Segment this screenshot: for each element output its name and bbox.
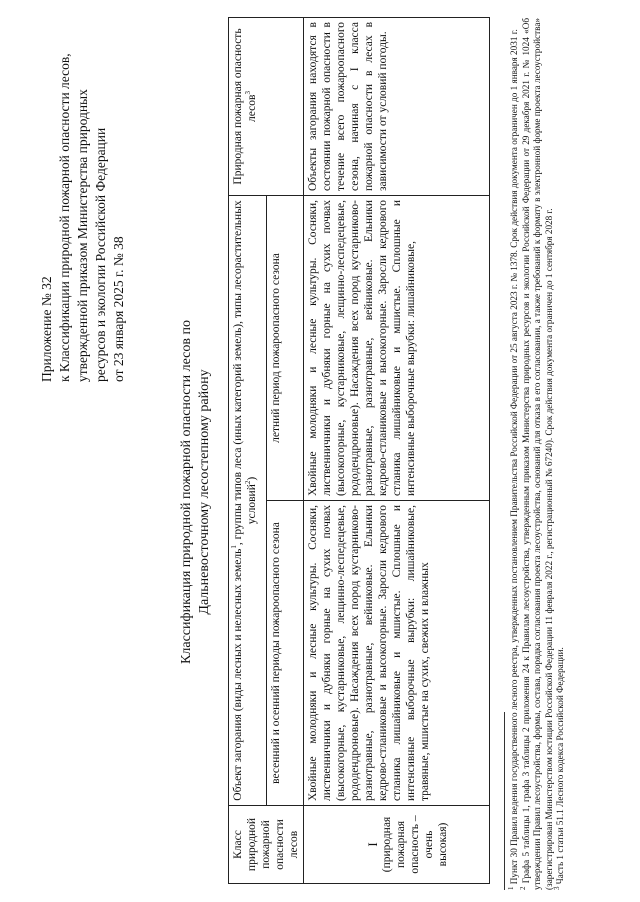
header-class: Класс природной пожарной опасности лесов: [229, 806, 304, 884]
appendix-number: Приложение № 32: [39, 276, 54, 382]
appendix-ref-line: ресурсов и экологии Российской Федерации: [93, 127, 108, 382]
appendix-heading: [38, 52, 128, 382]
header-spring-autumn: весенний и осенний периоды пожароопасного сезона: [267, 501, 304, 806]
document-title: [178, 222, 214, 762]
header-danger: Природная пожарная опасность лесов$^3$: [229, 18, 304, 196]
footnote-2: $^2$ Графа 5 таблицы 1, графа 3 таблицы 2 приложения 24 к Правилам лесоустройства, утвержденным приказом Министерства природных ресурсов и экологии Российской Федерации от 29 декабря 2021 г. № 1024 «Об утверждении Правил лесоустройства, формы, состава, порядка согласования проекта лесоустройства, оснований для отказа в его согласовании, а также требований к формату в электронной форме проекта лесоустройства» (зарегистрирован Министерством юстиции Российской Федерации 11 февраля 2022 г., регистрационный № 67240). Срок действия документа ограничен до 1 сентября 2028 г.: [518, 17, 554, 890]
appendix-ref-line: утвержденной приказом Министерства природных: [75, 89, 90, 382]
footnote-1: $^1$ Пункт 30 Правил ведения государственного лесного реестра, утвержденных постановлением Правительства Российской Федерации от 25 августа 2023 г. № 1378. Срок действия документа ограничен до 1 января 2031 г.: [506, 29, 519, 890]
appendix-date: от 23 января 2025 г. № 38: [111, 236, 126, 382]
class-cell: [304, 806, 490, 884]
footnote-divider: [504, 712, 505, 890]
footnote-3: $^3$ Часть 1 статьи 51.1 Лесного кодекса Российской Федерации.: [553, 647, 566, 890]
footnotes: [506, 17, 567, 890]
danger-description: Объекты загорания находятся в состоянии пожарной опасности в течение всего пожароопасного сезона, начиная с I класса пожарной опасности в лесах в зависимости от условий погоды.: [304, 18, 490, 196]
class-description: (природная пожарная опасность – очень высокая): [381, 815, 449, 874]
classification-table: [228, 18, 490, 884]
title-line: Дальневосточному лесостепному району: [197, 369, 212, 615]
header-summer: летний период пожароопасного сезона: [267, 196, 304, 501]
title-line: Классификация природной пожарной опасности лесов по: [179, 320, 194, 664]
header-object: Объект загорания (виды лесных и нелесных земель$^1$, группы типов леса (иных категорий земель), типы лесорастительных условий$^2$): [229, 196, 267, 806]
spring-autumn-objects: Хвойные молодняки и лесные культуры. Сосняки, лиственничники и дубняки горные на сухих почвах (высокогорные, кустарниковые, лещинно-леспедецевые, рододендроновые). Насаждения всех пород кустарниково-разнотравные, разнотравные, вейниковые. Ельники кедрово-стланиковые и высокогорные. Заросли кедрового стланика лишайниковые и мшистые. Сплошные и интенсивные выборочные вырубки: лишайниковые, травяные, мшистые на сухих, свежих и влажных: [304, 501, 490, 806]
summer-objects: Хвойные молодняки и лесные культуры. Сосняки, лиственничники и дубняки горные на сухих почвах (высокогорные, кустарниковые, лещинно-леспедецевые, рододендроновые). Насаждения всех пород кустарниково-разнотравные, разнотравные, вейниковые. Ельники кедрово-стланиковые и высокогорные. Заросли кедрового стланика лишайниковые и мшистые. Сплошные и интенсивные выборочные вырубки: лишайниковые,: [304, 196, 490, 501]
appendix-ref-line: к Классификации природной пожарной опасности лесов,: [57, 53, 72, 382]
class-number: I: [365, 842, 380, 847]
